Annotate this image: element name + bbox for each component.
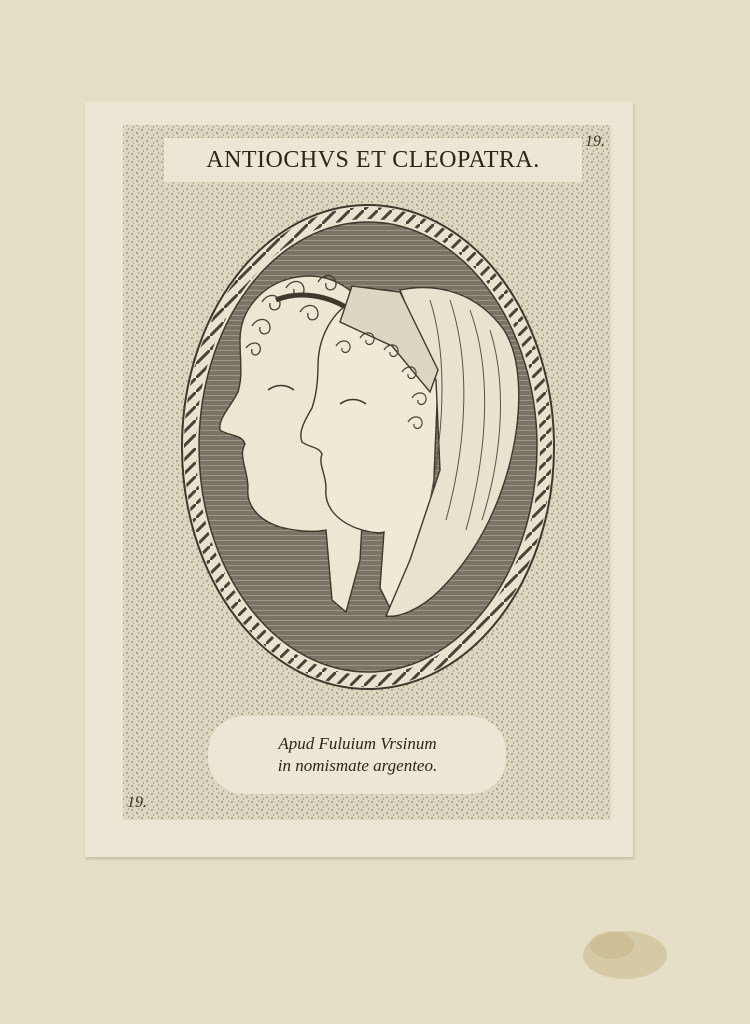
plate-number-top: 19. [585, 133, 605, 150]
plate-number-bottom: 19. [127, 794, 147, 811]
caption-line-2: in nomismate argenteo. [277, 756, 438, 775]
print-title: ANTIOCHVS ET CLEOPATRA. [206, 146, 540, 173]
caption-line-1: Apud Fuluium Vrsinum [278, 734, 437, 753]
caption [215, 720, 500, 790]
